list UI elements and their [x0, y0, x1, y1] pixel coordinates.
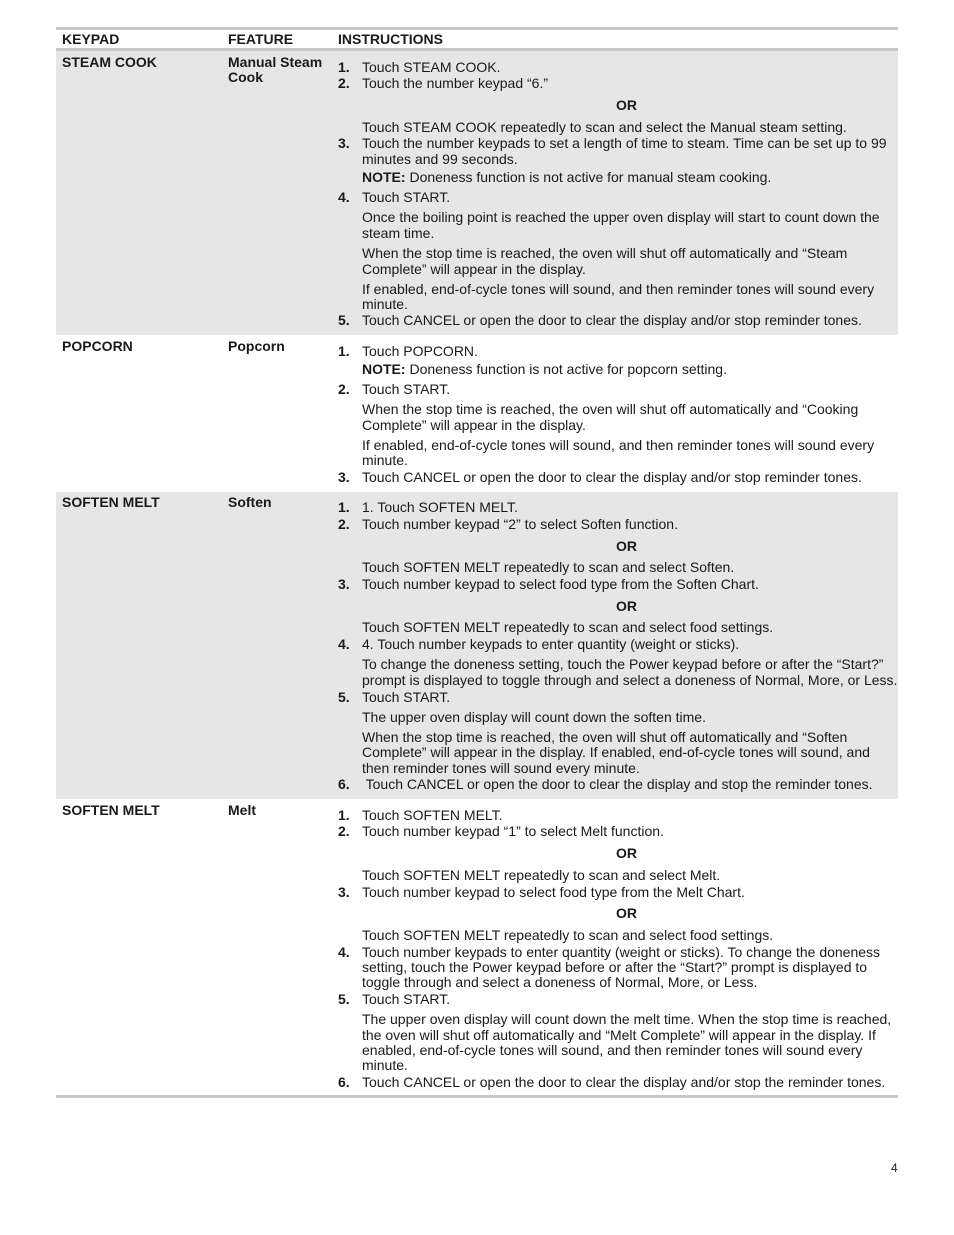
instruction-line: Touch SOFTEN MELT repeatedly to scan and select food settings.: [362, 927, 774, 943]
instruction-line: Complete” will appear in the display.: [362, 261, 586, 277]
step-number: 6.: [338, 776, 350, 792]
step-number: 3.: [338, 884, 350, 900]
instruction-line: [362, 170, 771, 185]
keypad-cell: POPCORN: [62, 338, 133, 354]
feature-line: Cook: [228, 69, 263, 85]
table-row: [56, 799, 898, 1095]
note-label: NOTE:: [362, 361, 406, 377]
instruction-line: Touch SOFTEN MELT repeatedly to scan and select Melt.: [362, 867, 721, 883]
table-bottom-rule: [56, 1095, 898, 1098]
step-number: 4.: [338, 189, 350, 205]
instruction-line: Complete” will appear in the display. If enabled, end-of-cycle tones will sound, and: [362, 744, 870, 760]
instruction-line: steam time.: [362, 225, 435, 241]
step-number: 2.: [338, 516, 350, 532]
instruction-line: Touch POPCORN.: [362, 343, 478, 359]
instruction-line: When the stop time is reached, the oven will shut off automatically and “Cooking: [362, 401, 859, 417]
note-label: NOTE:: [362, 169, 406, 185]
instruction-line: If enabled, end-of-cycle tones will sound, and then reminder tones will sound every: [362, 281, 875, 297]
instruction-line: Touch number keypad to select food type from the Melt Chart.: [362, 884, 745, 900]
keypad-cell: STEAM COOK: [62, 54, 157, 70]
instruction-line: Touch the number keypads to set a length of time to steam. Time can be set up to 99: [362, 135, 887, 151]
instruction-line: 1. Touch SOFTEN MELT.: [362, 499, 518, 515]
instruction-line: Complete” will appear in the display.: [362, 417, 586, 433]
instruction-line: Touch SOFTEN MELT.: [362, 807, 503, 823]
table-row: [56, 492, 898, 799]
step-number: 3.: [338, 469, 350, 485]
instruction-line: 4. Touch number keypads to enter quantity (weight or sticks).: [362, 636, 740, 652]
instruction-line: The upper oven display will count down the soften time.: [362, 709, 706, 725]
instruction-line: toggle through and select a doneness of Normal, More, or Less.: [362, 974, 758, 990]
instruction-line: minute.: [362, 1057, 408, 1073]
step-number: 2.: [338, 75, 350, 91]
step-number: 4.: [338, 944, 350, 960]
or-separator: OR: [616, 598, 637, 614]
instruction-line: Touch START.: [362, 189, 451, 205]
instruction-line: Touch the number keypad “6.”: [362, 75, 548, 91]
instruction-line: Touch START.: [362, 689, 451, 705]
instruction-line: Touch SOFTEN MELT repeatedly to scan and select food settings.: [362, 619, 774, 635]
page-number: 4: [891, 1161, 898, 1175]
instruction-line: The upper oven display will count down the melt time. When the stop time is reached,: [362, 1011, 892, 1027]
instruction-line: Touch STEAM COOK repeatedly to scan and select the Manual steam setting.: [362, 119, 847, 135]
or-separator: OR: [616, 97, 637, 113]
note-text: Doneness function is not active for manual steam cooking.: [405, 169, 772, 185]
instruction-line: Touch SOFTEN MELT repeatedly to scan and select Soften.: [362, 559, 735, 575]
instruction-line: enabled, end-of-cycle tones will sound, and then reminder tones will sound every: [362, 1042, 863, 1058]
note-text: Doneness function is not active for popcorn setting.: [405, 361, 727, 377]
instruction-line: When the stop time is reached, the oven will shut off automatically and “Steam: [362, 245, 848, 261]
or-separator: OR: [616, 538, 637, 554]
instruction-line: Touch number keypad to select food type from the Soften Chart.: [362, 576, 759, 592]
instruction-line: Touch CANCEL or open the door to clear the display and/or stop the reminder tones.: [362, 1074, 886, 1090]
step-number: 1.: [338, 807, 350, 823]
step-number: 5.: [338, 312, 350, 328]
step-number: 5.: [338, 689, 350, 705]
header-feature: FEATURE: [228, 31, 294, 47]
step-number: 4.: [338, 636, 350, 652]
instruction-line: the oven will shut off automatically and “Melt Complete” will appear in the display. If: [362, 1027, 876, 1043]
instruction-line: setting, touch the Power keypad before or after the “Start?” prompt is displayed to: [362, 959, 868, 975]
feature-line: Melt: [228, 802, 256, 818]
instruction-line: [362, 362, 727, 377]
header-keypad: KEYPAD: [62, 31, 120, 47]
instruction-line: To change the doneness setting, touch the Power keypad before or after the “Start?”: [362, 656, 884, 672]
instruction-line: Touch CANCEL or open the door to clear the display and/or stop reminder tones.: [362, 312, 862, 328]
instruction-line: minute.: [362, 296, 408, 312]
instruction-line: Touch number keypad “2” to select Soften function.: [362, 516, 678, 532]
instruction-line: Touch number keypads to enter quantity (weight or sticks). To change the doneness: [362, 944, 881, 960]
table-row: [56, 335, 898, 492]
table-header: [56, 30, 898, 48]
instruction-line: minutes and 99 seconds.: [362, 151, 518, 167]
instruction-line: Touch START.: [362, 991, 451, 1007]
instruction-line: Touch START.: [362, 381, 451, 397]
table-row: [56, 51, 898, 335]
or-separator: OR: [616, 845, 637, 861]
feature-line: Soften: [228, 494, 272, 510]
instruction-line: Touch CANCEL or open the door to clear the display and/or stop reminder tones.: [362, 469, 862, 485]
step-number: 6.: [338, 1074, 350, 1090]
instruction-line: then reminder tones will sound every minute.: [362, 760, 640, 776]
step-number: 3.: [338, 135, 350, 151]
feature-line: Popcorn: [228, 338, 285, 354]
feature-cell: [228, 55, 336, 85]
step-number: 5.: [338, 991, 350, 1007]
feature-line: Manual Steam: [228, 54, 323, 70]
instruction-line: prompt is displayed to toggle through and select a doneness of Normal, More, or Less.: [362, 672, 898, 688]
step-number: 1.: [338, 499, 350, 515]
feature-cell: [228, 803, 336, 818]
instruction-line: Touch number keypad “1” to select Melt function.: [362, 823, 664, 839]
keypad-cell: SOFTEN MELT: [62, 494, 160, 510]
instruction-line: If enabled, end-of-cycle tones will sound, and then reminder tones will sound every: [362, 437, 875, 453]
instruction-line: Touch STEAM COOK.: [362, 59, 501, 75]
instruction-line: Touch CANCEL or open the door to clear the display and stop the reminder tones.: [362, 776, 873, 792]
step-number: 2.: [338, 381, 350, 397]
header-instructions: INSTRUCTIONS: [338, 31, 443, 47]
step-number: 2.: [338, 823, 350, 839]
feature-cell: [228, 495, 336, 510]
feature-cell: [228, 339, 336, 354]
keypad-cell: SOFTEN MELT: [62, 802, 160, 818]
instruction-line: Once the boiling point is reached the upper oven display will start to count down the: [362, 209, 880, 225]
step-number: 1.: [338, 343, 350, 359]
instruction-line: When the stop time is reached, the oven will shut off automatically and “Soften: [362, 729, 848, 745]
instruction-line: minute.: [362, 452, 408, 468]
step-number: 3.: [338, 576, 350, 592]
or-separator: OR: [616, 905, 637, 921]
step-number: 1.: [338, 59, 350, 75]
